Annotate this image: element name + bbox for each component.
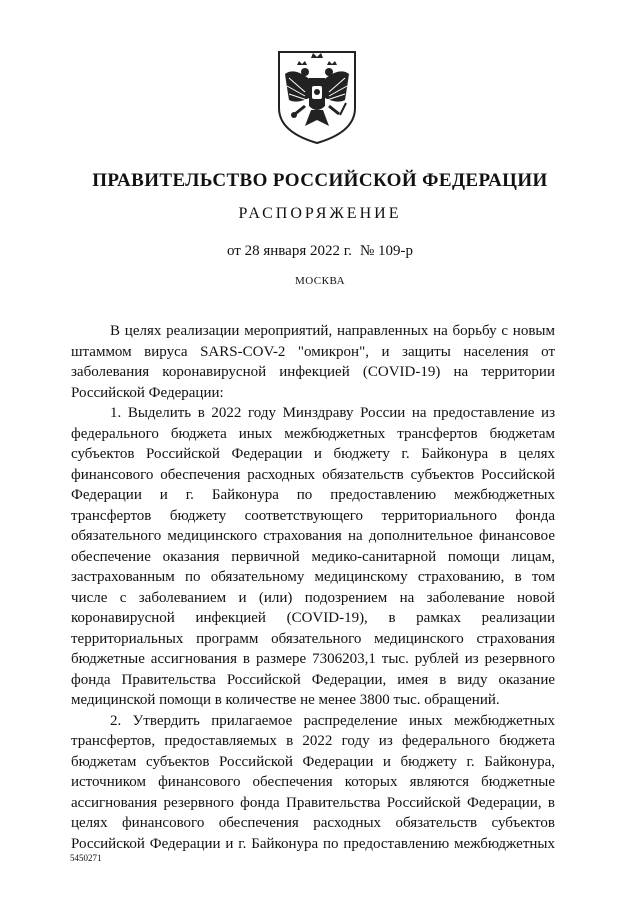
body-line: числе с заболеванием и (или) подозрением на заболевание новой — [71, 589, 555, 606]
body-line: бюджетам субъектов Российской Федерации и бюджету г. Байконура, — [71, 753, 555, 770]
body-line: ассигнования резервного фонда Правительства Российской Федерации, в — [71, 794, 555, 811]
body-line: коронавирусной инфекцией (COVID-19), в рамках реализации — [71, 610, 555, 626]
document-type: РАСПОРЯЖЕНИЕ — [238, 205, 402, 222]
body-line: заболевания коронавирусной инфекцией (COVID-19) на территории — [71, 364, 555, 380]
body-line: 1. Выделить в 2022 году Минздраву России на предоставление из — [110, 405, 555, 421]
body-line: бюджетные ассигнования в размере 7306203,1 тыс. рублей из резервного — [71, 651, 555, 667]
body-line: застрахованным по обязательному медицинскому страхованию, в том — [71, 569, 555, 585]
government-title: ПРАВИТЕЛЬСТВО РОССИЙСКОЙ ФЕДЕРАЦИИ — [92, 170, 548, 191]
document-id: 5450271 — [70, 853, 102, 863]
body-line: Российской Федерации и г. Байконура по предоставлению межбюджетных — [71, 835, 555, 852]
document-date-line — [0, 243, 640, 260]
body-line: субъектов Российской Федерации и бюджету г. Байконура в целях — [71, 446, 555, 462]
body-line: целях финансового обеспечения расходных обязательств субъектов — [71, 815, 555, 831]
body-line: обеспечение оказания первичной медико-санитарной помощи лицам, — [71, 548, 555, 565]
body-line: трансфертов бюджету соответствующего территориального фонда — [71, 507, 555, 524]
body-line: трансфертов, предоставляемых в 2022 году из федерального бюджета — [71, 733, 555, 749]
body-line: обязательного медицинского страхования на дополнительное финансовое — [71, 528, 555, 544]
body-line: источником финансового обеспечения которых являются бюджетные — [71, 774, 555, 790]
document-date: от 28 января 2022 г. — [227, 243, 352, 259]
body-line: финансового обеспечения расходных обязательств субъектов Российской — [71, 466, 555, 483]
body-line: медицинской помощи в количестве не менее 3800 тыс. обращений. — [71, 692, 500, 708]
document-city: МОСКВА — [294, 275, 346, 287]
body-line: федерального бюджета иных межбюджетных трансфертов бюджетам — [71, 425, 555, 442]
document-number: № 109-р — [359, 243, 413, 259]
body-line: фонда Правительства Российской Федерации, имея в виду оказание — [71, 671, 555, 688]
coat-of-arms-emblem-icon — [275, 48, 359, 146]
body-line: Российской Федерации: — [71, 384, 224, 401]
body-line: штаммом вируса SARS-COV-2 "омикрон", и защиты населения от — [71, 343, 555, 360]
document-body — [71, 321, 555, 854]
body-line: Федерации и г. Байконура по предоставлению межбюджетных — [71, 487, 555, 503]
body-line: В целях реализации мероприятий, направленных на борьбу с новым — [110, 323, 555, 339]
body-line: 2. Утвердить прилагаемое распределение иных межбюджетных — [110, 712, 555, 729]
body-line: территориальных программ обязательного медицинского страхования — [71, 630, 555, 647]
